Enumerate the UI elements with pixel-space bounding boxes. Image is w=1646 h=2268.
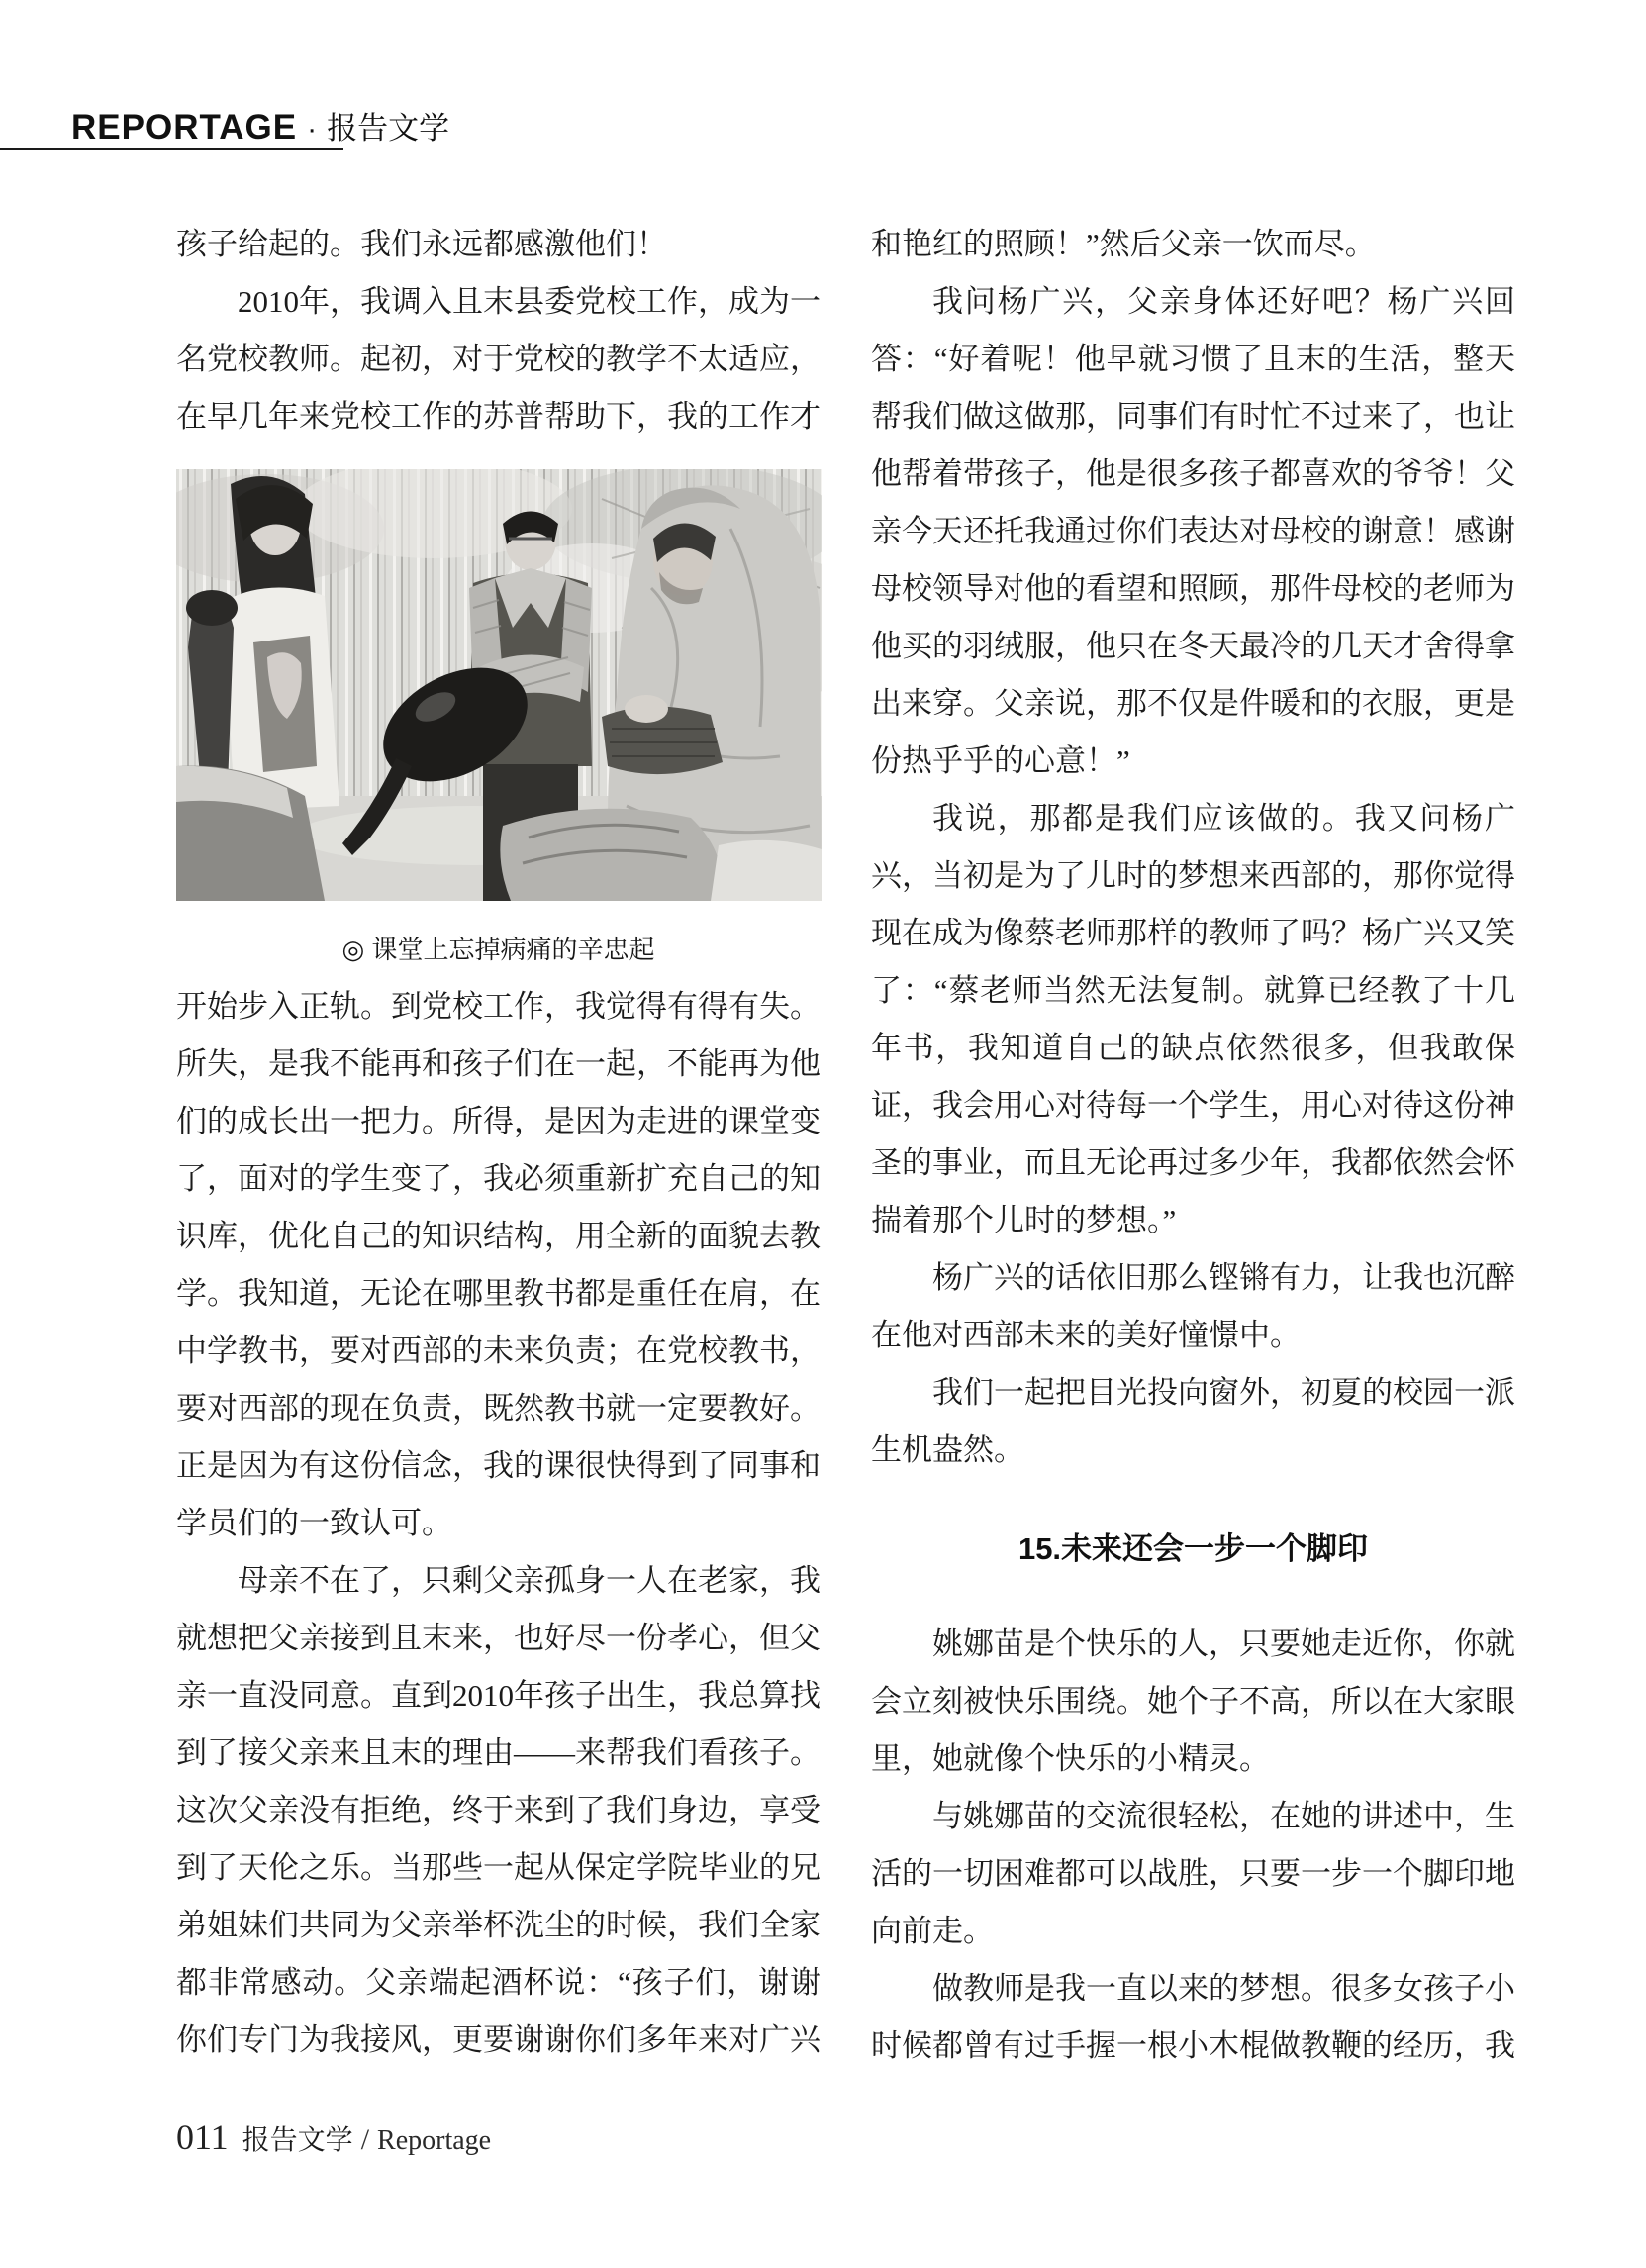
paragraph: 和艳红的照顾！”然后父亲一饮而尽。 (871, 227, 1376, 261)
paragraph: 孩子给起的。我们永远都感激他们！ (176, 227, 667, 261)
paragraph: 我们一起把目光投向窗外，初夏的校园一派生机盎然。 (871, 1375, 1515, 1467)
photo-caption (176, 921, 821, 964)
article-photo (176, 469, 822, 901)
section-heading: 15.未来还会一步一个脚印 (1017, 1531, 1369, 1566)
right-column (871, 216, 1515, 2075)
paragraph: 杨广兴的话依旧那么铿锵有力，让我也沉醉在他对西部未来的美好憧憬中。 (871, 1260, 1515, 1352)
paragraph: 我说，那都是我们应该做的。我又问杨广兴，当初是为了儿时的梦想来西部的，那你觉得现在成为像蔡老师那样的教师了吗？杨广兴又笑了：“蔡老师当然无法复制。就算已经教了十几年书，我知道自己的缺点依然很多，但我敢保证，我会用心对待每一个学生，用心对待这份神圣的事业，而且无论再过多少年，我都依然会怀揣着那个儿时的梦想。” (871, 801, 1515, 1237)
paragraph: 做教师是我一直以来的梦想。很多女孩子小时候都曾有过手握一根小木棍做教鞭的经历，我 (871, 1971, 1515, 2063)
paragraph: 与姚娜苗的交流很轻松，在她的讲述中，生活的一切困难都可以战胜，只要一步一个脚印地向前走。 (871, 1799, 1515, 1948)
left-column (176, 216, 821, 2069)
footer-category-label-en: Reportage (377, 2125, 492, 2156)
header-separator-dot: · (307, 113, 318, 146)
page-header (71, 103, 449, 148)
footer-separator: / (360, 2123, 370, 2156)
paragraph: 开始步入正轨。到党校工作，我觉得有得有失。所失，是我不能再和孩子们在一起，不能再为他们的成长出一把力。所得，是因为走进的课堂变了，面对的学生变了，我必须重新扩充自己的知识库，优化自己的知识结构，用全新的面貌去教学。我知道，无论在哪里教书都是重任在肩，在中学教书，要对西部的未来负责；在党校教书，要对西部的现在负责，既然教书就一定要教好。正是因为有这份信念，我的课很快得到了同事和学员们的一致认可。 (176, 989, 821, 1540)
paragraph: 姚娜苗是个快乐的人，只要她走近你，你就会立刻被快乐围绕。她个子不高，所以在大家眼里，她就像个快乐的小精灵。 (871, 1627, 1515, 1776)
header-rule (0, 148, 343, 150)
page-number: 011 (176, 2118, 229, 2157)
caption-text: 课堂上忘掉病痛的辛忠起 (371, 935, 655, 964)
header-reportage-label: REPORTAGE (71, 108, 298, 147)
header-category-label: 报告文学 (327, 111, 450, 146)
paragraph: 2010年，我调入且末县委党校工作，成为一名党校教师。起初，对于党校的教学不太适应，在早几年来党校工作的苏普帮助下，我的工作才 (176, 284, 821, 434)
page-footer (176, 2117, 491, 2158)
footer-category-label: 报告文学 (242, 2124, 353, 2155)
photo-illustration (176, 469, 822, 901)
caption-marker-icon: ◎ (341, 935, 365, 964)
paragraph: 母亲不在了，只剩父亲孤身一人在老家，我就想把父亲接到且末来，也好尽一份孝心，但父亲一直没同意。直到2010年孩子出生，我总算找到了接父亲来且末的理由——来帮我们看孩子。这次父亲没有拒绝，终于来到了我们身边，享受到了天伦之乐。当那些一起从保定学院毕业的兄弟姐妹们共同为父亲举杯洗尘的时候，我们全家都非常感动。父亲端起酒杯说：“孩子们，谢谢你们专门为我接风，更要谢谢你们多年来对广兴 (176, 1563, 821, 2057)
paragraph: 我问杨广兴，父亲身体还好吧？杨广兴回答：“好着呢！他早就习惯了且末的生活，整天帮我们做这做那，同事们有时忙不过来了，也让他帮着带孩子，他是很多孩子都喜欢的爷爷！父亲今天还托我通过你们表达对母校的谢意！感谢母校领导对他的看望和照顾，那件母校的老师为他买的羽绒服，他只在冬天最冷的几天才舍得拿出来穿。父亲说，那不仅是件暖和的衣服，更是份热乎乎的心意！” (871, 284, 1515, 778)
